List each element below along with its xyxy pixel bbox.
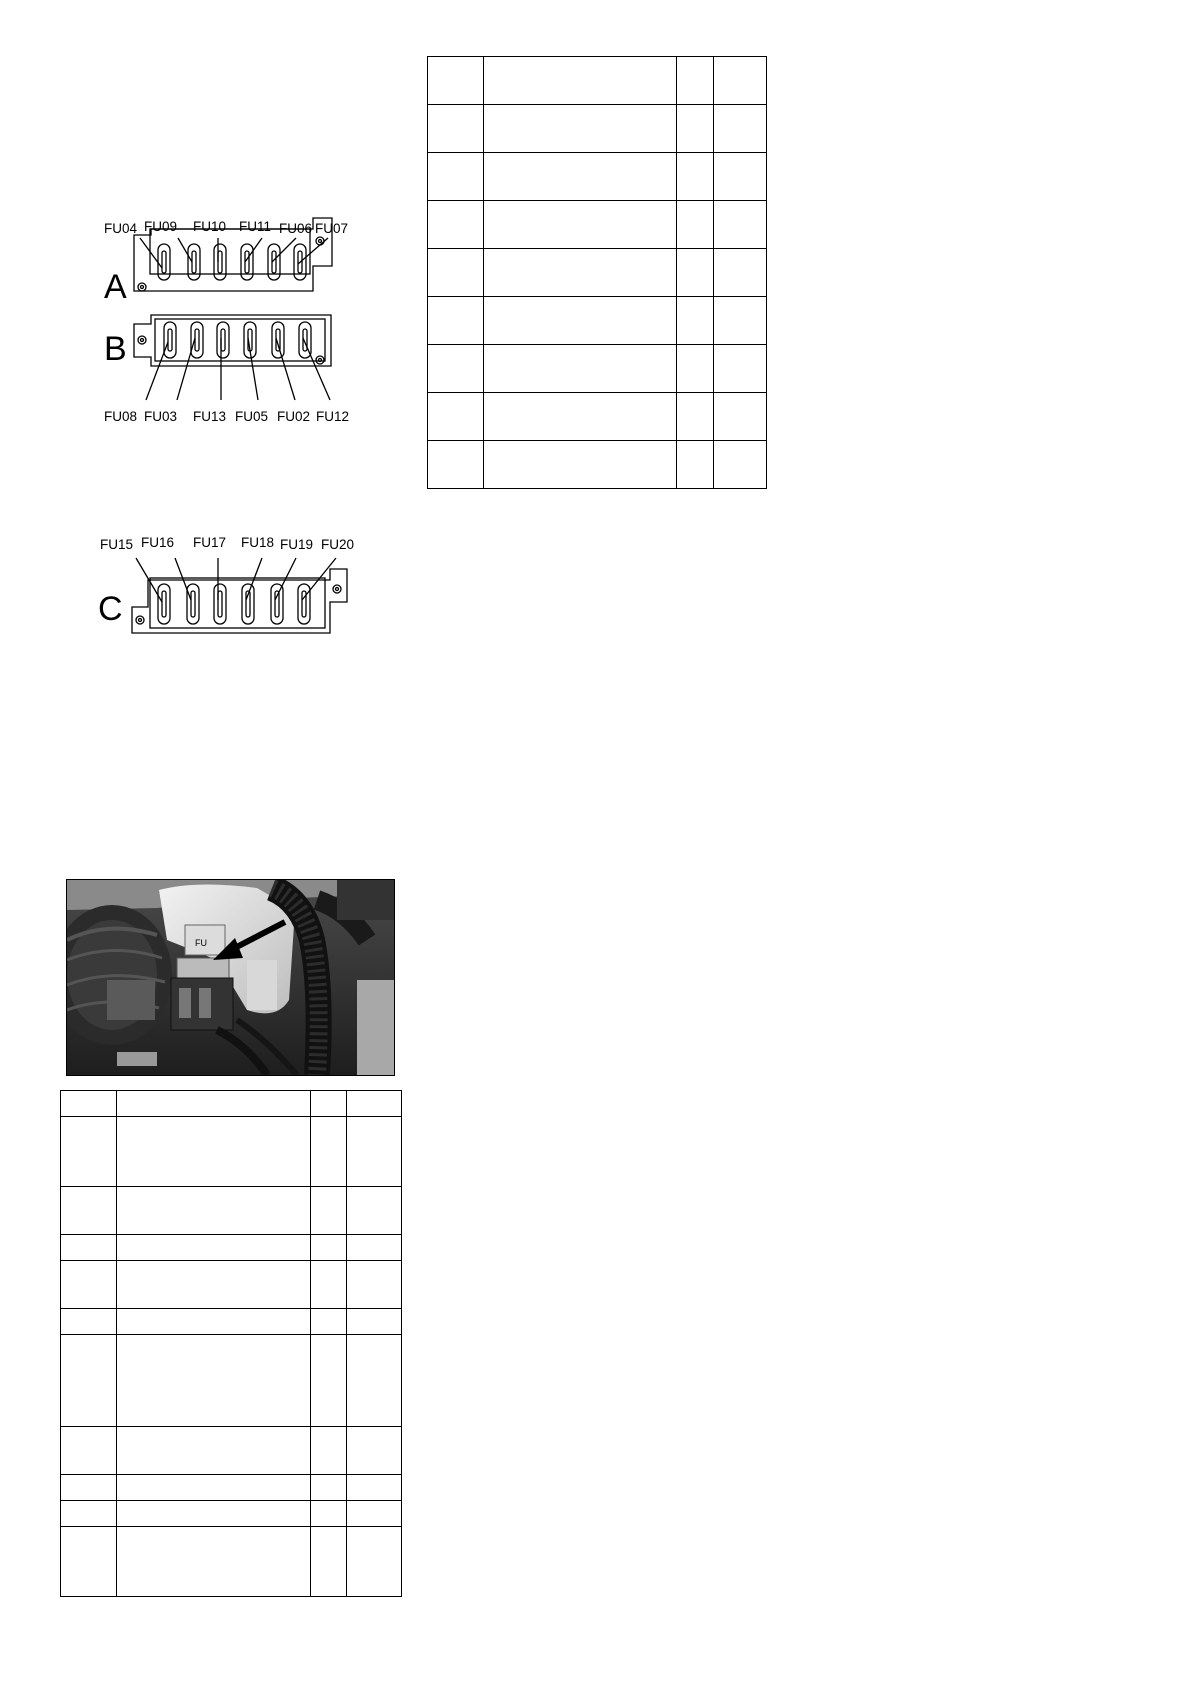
fuse-label: FU12 <box>316 409 350 424</box>
fuse-slots-c <box>158 584 310 624</box>
fuse-label: FU18 <box>241 535 275 550</box>
row-letter-a: A <box>104 268 127 306</box>
table-row <box>61 1475 402 1501</box>
table-row <box>61 1235 402 1261</box>
fuse-table-top <box>427 56 767 489</box>
table-row <box>428 297 767 345</box>
engine-bay-photo <box>66 879 395 1076</box>
fuse-label: FU02 <box>277 409 311 424</box>
row-letter-b: B <box>104 330 127 368</box>
fuse-slots-b <box>164 322 311 358</box>
table-row <box>428 393 767 441</box>
table-row <box>61 1187 402 1235</box>
table-row <box>428 249 767 297</box>
fuse-label: FU15 <box>100 537 134 552</box>
fuse-label: FU04 <box>104 221 138 236</box>
table-row <box>428 153 767 201</box>
fuse-table-bottom <box>60 1090 402 1597</box>
table-row <box>428 201 767 249</box>
fuse-label: FU19 <box>280 537 314 552</box>
fuse-diagram-c <box>0 520 380 640</box>
fuse-diagram-ab <box>0 0 380 440</box>
table-row <box>61 1527 402 1597</box>
fuse-label: FU03 <box>144 409 178 424</box>
table-row <box>61 1501 402 1527</box>
fuse-label: FU13 <box>193 409 227 424</box>
table-row <box>61 1091 402 1117</box>
fuse-label: FU20 <box>321 537 355 552</box>
table-row <box>428 345 767 393</box>
fuse-label: FU09 <box>144 219 178 234</box>
fuse-label: FU06 <box>279 221 313 236</box>
table-row <box>61 1117 402 1187</box>
table-row <box>428 105 767 153</box>
fuse-label: FU17 <box>193 535 227 550</box>
table-row <box>61 1427 402 1475</box>
fuse-label: FU08 <box>104 409 138 424</box>
row-letter-c: C <box>98 590 123 628</box>
fuse-box-label: FU <box>195 938 207 948</box>
table-row <box>61 1335 402 1427</box>
fuse-label: FU07 <box>315 221 349 236</box>
table-row <box>61 1261 402 1309</box>
fuse-label: FU10 <box>193 219 227 234</box>
fuse-label: FU11 <box>239 219 272 234</box>
fuse-label: FU05 <box>235 409 269 424</box>
table-row <box>428 441 767 489</box>
table-row <box>61 1309 402 1335</box>
fuse-label: FU16 <box>141 535 175 550</box>
table-row <box>428 57 767 105</box>
